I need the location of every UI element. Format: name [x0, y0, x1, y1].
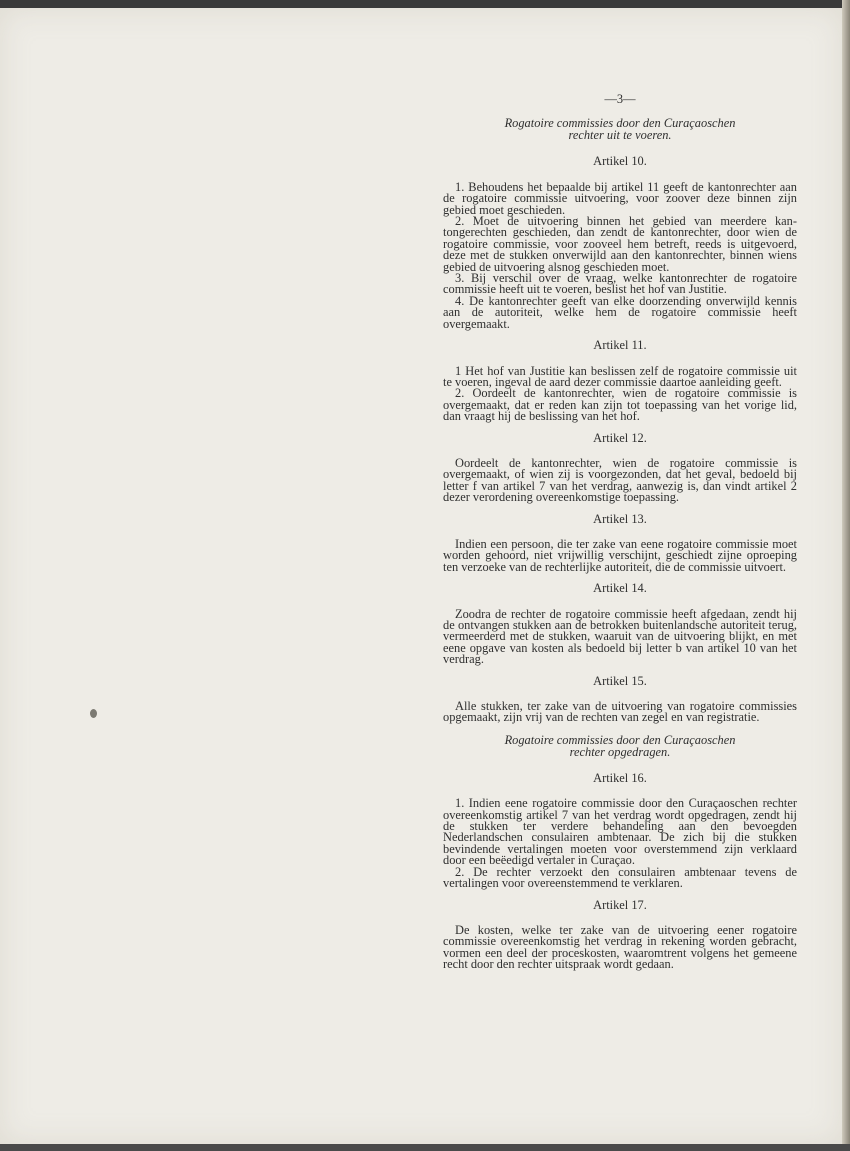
article-section	[443, 511, 797, 574]
article-paragraph: 2. De rechter verzoekt den consulairen ambtenaar tevens de vertalingen voor overeenstemmend te verklaren.	[443, 864, 797, 891]
article-section	[443, 897, 797, 972]
page-edge-bottom	[0, 1144, 850, 1151]
article-title: Artikel 15.	[593, 673, 647, 688]
heading-line: Rogatoire commissies door den Curaçaoschen	[504, 116, 736, 131]
article-paragraph: 4. De kantonrechter geeft van elke doorzending onverwijld kennis aan de autoriteit, welke hem de rogatoire commissie heeft overgemaakt.	[443, 293, 797, 331]
article-paragraph: 2. Oordeelt de kantonrechter, wien de rogatoire commissie is overgemaakt, dat er reden kan zijn tot toepassing van het vorige lid, dan vraagt hij de beslissing van het hof.	[443, 386, 797, 424]
section-heading	[443, 734, 797, 758]
article-title: Artikel 12.	[593, 430, 647, 445]
article-title: Artikel 10.	[593, 154, 647, 169]
article-paragraph: 2. Moet de uitvoering binnen het gebied van meerdere kantongerechten geschieden, dan zendt de kantonrechter, door wien de rogatoire commissie, voor zooveel hem betreft, reeds is uitgevoerd, deze met de stukken onverwijld aan den kantonrechter, binnen wiens gebied de uitvoering alsnog geschieden moet.	[443, 214, 797, 274]
text-column	[443, 94, 797, 981]
article-paragraph: 1. Indien eene rogatoire commissie door den Curaçaoschen rechter overeenkomstig artikel 7 van het verdrag wordt opgedragen, zendt hij de stukken ter verdere behandeling aan den bevoegden Nederlandschen consulairen ambtenaar. De zich bij die stukken bevindende vertalingen moeten voor overstemmend zijn verklaard door een beëedigd vertaler in Curaçao.	[443, 796, 797, 868]
article-paragraph: De kosten, welke ter zake van de uitvoering eener rogatoire commissie overeenkomstig het verdrag in rekening worden gebracht, vormen een deel der proceskosten, waaromtrent volgens het gemeene recht door den rechter uitspraak wordt gedaan.	[443, 922, 797, 972]
article-paragraph: 3. Bij verschil over de vraag, welke kantonrechter de rogatoire commissie heeft uit te voeren, beslist het hof van Justitie.	[443, 271, 797, 297]
heading-line: Rogatoire commissies door den Curaçaoschen	[504, 732, 736, 747]
heading-line: rechter opgedragen.	[569, 744, 671, 759]
section-heading	[443, 117, 797, 141]
sections-container	[443, 117, 797, 970]
article-title: Artikel 17.	[593, 897, 647, 912]
page-edge-right	[842, 0, 850, 1151]
article-section	[443, 430, 797, 505]
article-section	[443, 156, 797, 330]
article-title: Artikel 13.	[593, 511, 647, 526]
article-title: Artikel 16.	[593, 770, 647, 785]
article-title: Artikel 14.	[593, 581, 647, 596]
article-title: Artikel 11.	[593, 338, 647, 353]
article-paragraph: 1. Behoudens het bepaalde bij artikel 11 geeft de kantonrechter aan de rogatoire commissie uitvoering, voor zoover deze binnen zijn gebied moet geschieden.	[443, 179, 797, 217]
punch-hole	[90, 709, 97, 718]
page-number: —3—	[604, 92, 636, 106]
article-paragraph: Indien een persoon, die ter zake van eene rogatoire commissie moet worden gehoord, niet vrijwillig verschijnt, geschiedt zijne oproeping ten verzoeke van de rechterlijke autoriteit, die de commissie uitvoert.	[443, 536, 797, 574]
document-page	[0, 8, 842, 1144]
article-paragraph: Zoodra de rechter de rogatoire commissie heeft afgedaan, zendt hij de ontvangen stukken aan de betrokken buitenlandsche autoriteit terug, vermeerderd met de stukken, waaruit van de uitvoering blijkt, en met eene opgave van kosten als bedoeld bij letter b van artikel 10 van het verdrag.	[443, 606, 797, 667]
heading-line: rechter uit te voeren.	[568, 128, 672, 143]
article-paragraph: Oordeelt de kantonrechter, wien de rogatoire commissie is overgemaakt, of wien zij is voorgezonden, dat het geval, bedoeld bij letter f van artikel 7 van het verdrag, aanwezig is, dan vindt artikel 2 dezer verordening overeenkomstige toepassing.	[443, 455, 797, 505]
article-section	[443, 583, 797, 665]
article-section	[443, 673, 797, 725]
article-paragraph: 1 Het hof van Justitie kan beslissen zelf de rogatoire commissie uit te voeren, ingeval de aard dezer commissie daartoe aanleiding geeft.	[443, 363, 797, 389]
article-section	[443, 770, 797, 891]
article-section	[443, 340, 797, 422]
article-paragraph: Alle stukken, ter zake van de uitvoering van rogatoire commissies opgemaakt, zijn vrij van de rechten van zegel en van registratie.	[443, 699, 797, 725]
